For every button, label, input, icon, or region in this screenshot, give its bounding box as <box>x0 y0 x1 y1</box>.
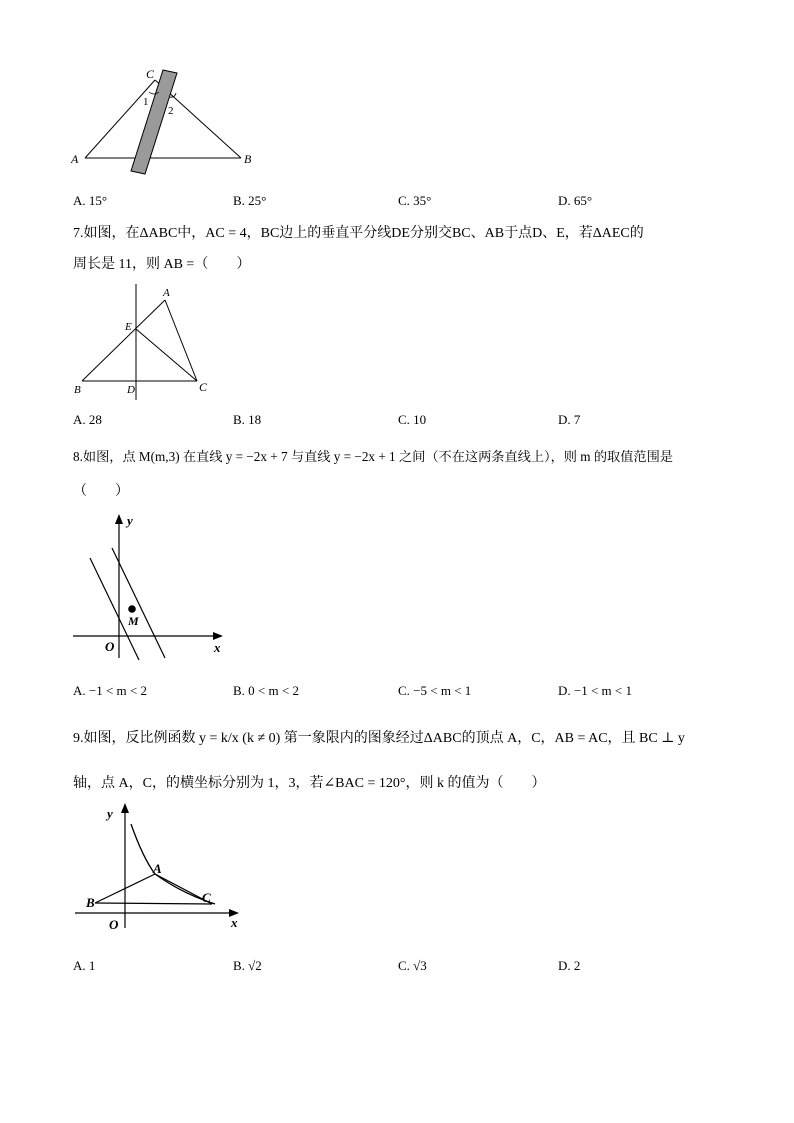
q7-side-ac <box>165 300 197 381</box>
q7-label-a: A <box>163 287 170 299</box>
q8-option-c[interactable]: C. −5 < m < 1 <box>398 683 472 698</box>
q9-label-y: y <box>107 806 113 821</box>
q7-label-d: D <box>127 384 135 396</box>
q9-figure <box>65 798 250 933</box>
q6-label-c: C <box>146 67 155 81</box>
q8-option-a[interactable]: A. −1 < m < 2 <box>73 683 147 698</box>
q8-figure <box>65 508 230 668</box>
q8-x-arrow <box>213 632 223 640</box>
q8-label-m: M <box>128 614 139 628</box>
q7-figure <box>68 280 218 405</box>
q8-label-o: O <box>105 639 115 654</box>
q9-y-arrow <box>121 803 129 813</box>
q6-figure <box>65 60 265 180</box>
q8-option-d[interactable]: D. −1 < m < 1 <box>558 683 632 698</box>
q6-label-a: A <box>71 152 79 166</box>
q9-option-c[interactable]: C. √3 <box>398 958 427 973</box>
q8-line-upper <box>112 548 165 658</box>
q7-option-c[interactable]: C. 10 <box>398 412 427 427</box>
q9-label-o: O <box>109 917 119 932</box>
q7-label-c: C <box>199 380 208 394</box>
q7-text-line2: 周长是 11，则 AB =（ ） <box>73 257 251 272</box>
q7-label-b: B <box>74 384 81 396</box>
q7-segment-ec <box>136 329 197 381</box>
q6-label-1: 1 <box>143 96 149 108</box>
q6-label-b: B <box>244 152 252 166</box>
q7-option-b[interactable]: B. 18 <box>233 412 262 427</box>
q6-option-c[interactable]: C. 35° <box>398 193 432 208</box>
q8-label-x: x <box>214 640 221 655</box>
q9-side-bc <box>95 903 212 904</box>
q9-label-a: A <box>153 861 162 876</box>
q9-text-line1: 9.如图，反比例函数 y = k/x (k ≠ 0) 第一象限内的图象经过ΔABC的顶点 A，C，AB = AC，且 BC ⊥ y <box>73 731 685 746</box>
q9-label-b: B <box>86 895 95 910</box>
q8-text-line2: （ ） <box>73 484 129 499</box>
q9-text-line2: 轴，点 A，C，的横坐标分别为 1，3，若∠BAC = 120°，则 k 的值为（ ） <box>73 776 546 791</box>
q6-label-2: 2 <box>168 105 174 117</box>
q6-option-b[interactable]: B. 25° <box>233 193 267 208</box>
q8-point-m <box>128 605 136 613</box>
q8-y-arrow <box>115 514 123 524</box>
q6-option-d[interactable]: D. 65° <box>558 193 593 208</box>
q7-label-e: E <box>125 321 132 333</box>
q8-option-b[interactable]: B. 0 < m < 2 <box>233 683 299 698</box>
q9-option-d[interactable]: D. 2 <box>558 958 581 973</box>
q7-side-ba <box>82 300 165 381</box>
q7-text-line1: 7.如图，在ΔABC中，AC = 4，BC边上的垂直平分线DE分别交BC、AB于点D、E，若ΔAEC的 <box>73 226 644 241</box>
q9-option-b[interactable]: B. √2 <box>233 958 262 973</box>
q6-option-a[interactable]: A. 15° <box>73 193 108 208</box>
q8-label-y: y <box>127 513 133 528</box>
q7-option-a[interactable]: A. 28 <box>73 412 102 427</box>
q9-option-a[interactable]: A. 1 <box>73 958 96 973</box>
q9-label-c: C <box>202 890 211 905</box>
q9-label-x: x <box>231 915 238 930</box>
q7-option-d[interactable]: D. 7 <box>558 412 581 427</box>
q8-text-line1: 8.如图，点 M(m,3) 在直线 y = −2x + 7 与直线 y = −2x + 1 之间（不在这两条直线上），则 m 的取值范围是 <box>73 449 673 464</box>
